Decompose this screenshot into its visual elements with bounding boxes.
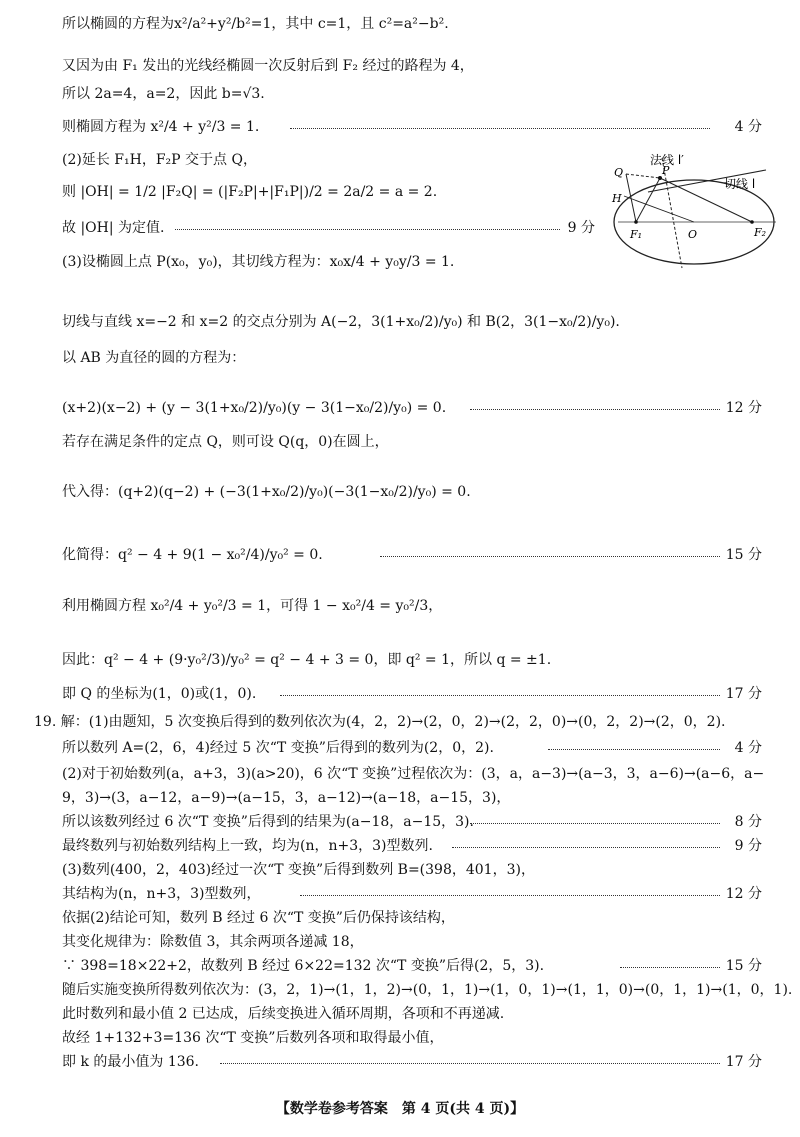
text-line: 即 k 的最小值为 136. xyxy=(62,1054,200,1070)
text-line: 依据(2)结论可知，数列 B 经过 6 次“T 变换”后仍保持该结构， xyxy=(62,910,455,926)
dot-leader xyxy=(175,229,560,230)
dot-leader xyxy=(220,1063,720,1064)
text-line: 故经 1+132+3=136 次“T 变换”后数列各项和取得最小值， xyxy=(62,1030,444,1046)
dot-leader xyxy=(548,749,720,750)
text-line: (2)对于初始数列(a，a+3，3)(a>20)，6 次“T 变换”过程依次为：(3，a，a−3)→(a−3，3，a−6)→(a−6，a− xyxy=(62,766,765,782)
text-line: 又因为由 F₁ 发出的光线经椭圆一次反射后到 F₂ 经过的路程为 4， xyxy=(62,58,474,74)
text-line: 因此：q² − 4 + (9·y₀²/3)/y₀² = q² − 4 + 3 = 0，即 q² = 1，所以 q = ±1. xyxy=(62,652,552,668)
text-line: 则 |OH| = 1/2 |F₂Q| = (|F₂P|+|F₁P|)/2 = 2a/2 = a = 2. xyxy=(62,184,438,200)
label-p: P xyxy=(662,164,670,177)
score-label: 9 分 xyxy=(734,838,762,854)
text-line: 此时数列和最小值 2 已达成，后续变换进入循环周期，各项和不再递减. xyxy=(62,1006,505,1022)
text-line: (2)延长 F₁H，F₂P 交于点 Q， xyxy=(62,152,257,168)
dot-leader xyxy=(452,847,720,848)
text-line: 所以数列 A=(2，6，4)经过 5 次“T 变换”后得到的数列为(2，0，2). xyxy=(62,740,494,756)
text-line: 最终数列与初始数列结构上一致，均为(n，n+3，3)型数列. xyxy=(62,838,433,854)
text-line: ∵ 398=18×22+2，故数列 B 经过 6×22=132 次“T 变换”后得(2，5，3). xyxy=(62,958,545,974)
dot-leader xyxy=(290,128,710,129)
label-tangent: 切线 l xyxy=(724,177,756,191)
point-f2 xyxy=(750,220,754,224)
dot-leader xyxy=(470,409,720,410)
label-f2: F₂ xyxy=(754,226,767,239)
text-line: 随后实施变换所得数列依次为：(3，2，1)→(1，1，2)→(0，1，1)→(1，0，1)→(1，1，0)→(0，1，1)→(1，0，1). xyxy=(62,982,793,998)
text-line: 所以椭圆的方程为x²/a²+y²/b²=1，其中 c=1，且 c²=a²−b². xyxy=(62,16,449,32)
segment-qp xyxy=(626,174,660,178)
label-q: Q xyxy=(614,166,624,179)
score-label: 4 分 xyxy=(734,119,762,135)
ellipse-diagram xyxy=(604,152,780,270)
text-line: (x+2)(x−2) + (y − 3(1+x₀/2)/y₀)(y − 3(1−x₀/2)/y₀) = 0. xyxy=(62,400,447,416)
score-label: 12 分 xyxy=(725,886,762,902)
text-line: 则椭圆方程为 x²/4 + y²/3 = 1. xyxy=(62,119,260,135)
label-h: H xyxy=(612,192,622,205)
text-line: 利用椭圆方程 x₀²/4 + y₀²/3 = 1，可得 1 − x₀²/4 = y₀²/3， xyxy=(62,598,443,614)
text-line: 9，3)→(3，a−12，a−9)→(a−15，3，a−12)→(a−18，a−15，3)， xyxy=(62,790,511,806)
text-line: 所以 2a=4，a=2，因此 b=√3. xyxy=(62,86,265,102)
text-line: (3)设椭圆上点 P(x₀，y₀)，其切线方程为：x₀x/4 + y₀y/3 = 1. xyxy=(62,254,455,270)
score-label: 15 分 xyxy=(725,547,762,563)
dot-leader xyxy=(620,967,720,968)
text-line: 化简得：q² − 4 + 9(1 − x₀²/4)/y₀² = 0. xyxy=(62,547,323,563)
dot-leader xyxy=(300,895,720,896)
point-f1 xyxy=(634,220,638,224)
segment-ho xyxy=(624,196,694,222)
text-line: 即 Q 的坐标为(1，0)或(1，0). xyxy=(62,686,257,702)
dot-leader xyxy=(280,695,720,696)
page-footer: 【数学卷参考答案 第 4 页(共 4 页)】 xyxy=(275,1101,525,1117)
dot-leader xyxy=(470,823,720,824)
text-line: 代入得：(q+2)(q−2) + (−3(1+x₀/2)/y₀)(−3(1−x₀/2)/y₀) = 0. xyxy=(62,484,471,500)
segment-f1p xyxy=(636,178,660,222)
text-line: 故 |OH| 为定值. xyxy=(62,220,165,236)
label-o: O xyxy=(688,228,698,241)
score-label: 9 分 xyxy=(567,220,595,236)
text-line: 若存在满足条件的定点 Q，则可设 Q(q，0)在圆上， xyxy=(62,434,389,450)
score-label: 4 分 xyxy=(734,740,762,756)
score-label: 17 分 xyxy=(725,686,762,702)
text-line: 切线与直线 x=−2 和 x=2 的交点分别为 A(−2，3(1+x₀/2)/y₀) 和 B(2，3(1−x₀/2)/y₀). xyxy=(62,314,620,330)
text-line: 所以该数列经过 6 次“T 变换”后得到的结果为(a−18，a−15，3). xyxy=(62,814,474,830)
dot-leader xyxy=(380,556,720,557)
text-line: 以 AB 为直径的圆的方程为： xyxy=(62,350,246,366)
label-f1: F₁ xyxy=(630,228,643,241)
text-line: (3)数列(400，2，403)经过一次“T 变换”后得到数列 B=(398，401，3)， xyxy=(62,862,535,878)
score-label: 12 分 xyxy=(725,400,762,416)
score-label: 17 分 xyxy=(725,1054,762,1070)
text-line: 其变化规律为：除数值 3，其余两项各递减 18， xyxy=(62,934,364,950)
score-label: 8 分 xyxy=(734,814,762,830)
label-normal: 法线 l′ xyxy=(650,153,684,167)
score-label: 15 分 xyxy=(725,958,762,974)
text-line: 19. 解：(1)由题知，5 次变换后得到的数列依次为(4，2，2)→(2，0，2)→(2，2，0)→(0，2，2)→(2，0，2). xyxy=(34,714,726,730)
text-line: 其结构为(n，n+3，3)型数列， xyxy=(62,886,261,902)
